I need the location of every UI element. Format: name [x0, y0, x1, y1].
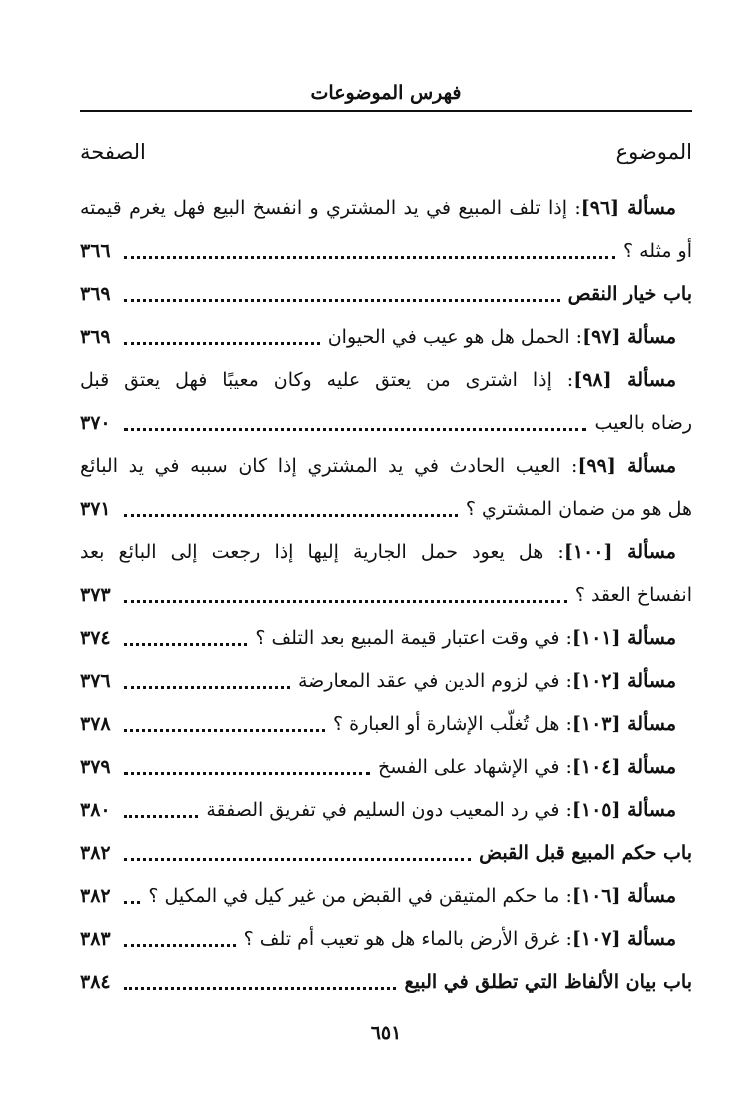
question-title: : هل تُغلّب الإشارة أو العبارة ؟ — [333, 712, 572, 735]
toc-entry-96-line1 — [80, 186, 692, 229]
question-label: مسألة [٩٧] — [582, 325, 676, 348]
page-ref: ٣٧٣ — [80, 583, 111, 606]
page-ref: ٣٦٩ — [80, 282, 111, 305]
question-label: مسألة [١٠١] — [571, 626, 676, 649]
toc-entry-105 — [80, 788, 692, 831]
question-title-continued: أو مثله ؟ — [622, 239, 692, 262]
toc-entry-98-line1 — [80, 358, 692, 401]
question-title-continued: رضاه بالعيب — [594, 411, 692, 434]
chapter-title: باب خيار النقص — [567, 282, 692, 305]
question-title: : في الإشهاد على الفسخ — [377, 755, 572, 778]
toc-entries — [80, 186, 692, 1003]
question-title: : الحمل هل هو عيب في الحيوان — [327, 325, 583, 348]
toc-chapter-khiyar-naqs — [80, 272, 692, 315]
toc-entry-text — [244, 928, 676, 950]
dot-leader — [124, 643, 247, 646]
page-ref: ٣٧٠ — [80, 411, 111, 434]
page-ref: ٣٧٦ — [80, 669, 111, 692]
toc-entry-text — [298, 670, 676, 692]
toc-entry-99-line1 — [80, 444, 692, 487]
question-title: : إذا تلف المبيع في يد المشتري و انفسخ البيع فهل يغرم قيمته — [80, 196, 581, 219]
toc-entry-text — [255, 627, 676, 649]
page-ref: ٣٨٣ — [80, 927, 111, 950]
question-title: : غرق الأرض بالماء هل هو تعيب أم تلف ؟ — [243, 927, 572, 950]
page-number: ٦٥١ — [370, 1022, 402, 1044]
toc-entry-107 — [80, 917, 692, 960]
question-label: مسألة [١٠٤] — [571, 755, 676, 778]
toc-entry-text — [333, 713, 676, 735]
page-ref: ٣٧٩ — [80, 755, 111, 778]
question-title: : العيب الحادث في يد المشتري إذا كان سببه في يد البائع — [80, 454, 578, 477]
dot-leader — [124, 772, 370, 775]
toc-entry-97 — [80, 315, 692, 358]
page-ref: ٣٨٤ — [80, 970, 111, 993]
dot-leader — [124, 729, 325, 732]
dot-leader — [124, 686, 290, 689]
toc-entry-106 — [80, 874, 692, 917]
question-label: مسألة [١٠٠] — [563, 540, 676, 563]
page-ref: ٣٧٤ — [80, 626, 111, 649]
question-label: مسألة [٩٩] — [577, 454, 676, 477]
toc-entry-text — [378, 756, 676, 778]
question-title: : في رد المعيب دون السليم في تفريق الصفقة — [206, 798, 572, 821]
toc-entry-96-line2 — [80, 229, 692, 272]
toc-entry-100-line1 — [80, 530, 692, 573]
toc-entry-100-line2 — [80, 573, 692, 616]
dot-leader — [124, 428, 586, 431]
question-label: مسألة [١٠٣] — [571, 712, 676, 735]
chapter-title: باب بيان الألفاظ التي تطلق في البيع — [404, 970, 692, 993]
page-ref: ٣٧١ — [80, 497, 111, 520]
toc-entry-103 — [80, 702, 692, 745]
toc-entry-98-line2 — [80, 401, 692, 444]
question-title: : في وقت اعتبار قيمة المبيع بعد التلف ؟ — [255, 626, 572, 649]
toc-entry-text — [80, 369, 676, 391]
toc-chapter-alfaz — [80, 960, 692, 1003]
column-headers — [80, 140, 692, 170]
page-column-header: الصفحة — [80, 140, 146, 164]
dot-leader — [124, 901, 140, 904]
question-label: مسألة [١٠٥] — [571, 798, 676, 821]
page-ref: ٣٦٩ — [80, 325, 111, 348]
running-header: فهرس الموضوعات — [310, 82, 462, 104]
question-label: مسألة [١٠٦] — [571, 884, 676, 907]
question-title-continued: هل هو من ضمان المشتري ؟ — [465, 497, 692, 520]
question-label: مسألة [٩٦] — [580, 196, 676, 219]
toc-entry-101 — [80, 616, 692, 659]
dot-leader — [124, 944, 236, 947]
question-label: مسألة [١٠٧] — [571, 927, 676, 950]
question-title: : هل يعود حمل الجارية إليها إذا رجعت إلى البائع بعد — [80, 540, 564, 563]
toc-entry-99-line2 — [80, 487, 692, 530]
toc-entry-104 — [80, 745, 692, 788]
question-title-continued: انفساخ العقد ؟ — [574, 583, 692, 606]
dot-leader — [124, 299, 560, 302]
question-title: : إذا اشترى من يعتق عليه وكان معيبًا فهل يعتق قبل — [80, 368, 574, 391]
toc-entry-text — [206, 799, 676, 821]
toc-entry-text — [80, 455, 676, 477]
page-ref: ٣٨٢ — [80, 884, 111, 907]
page-ref: ٣٨٢ — [80, 841, 111, 864]
dot-leader — [124, 600, 567, 603]
page-ref: ٣٦٦ — [80, 239, 111, 262]
toc-entry-text — [80, 541, 676, 563]
chapter-title: باب حكم المبيع قبل القبض — [479, 841, 692, 864]
subject-column-header: الموضوع — [615, 140, 692, 164]
toc-entry-text — [148, 885, 676, 907]
toc-entry-text — [328, 326, 676, 348]
question-label: مسألة [٩٨] — [573, 368, 677, 391]
toc-chapter-hukm-al-mabi — [80, 831, 692, 874]
dot-leader — [124, 514, 458, 517]
page-ref: ٣٨٠ — [80, 798, 111, 821]
question-title: : ما حكم المتيقن في القبض من غير كيل في المكيل ؟ — [148, 884, 572, 907]
dot-leader — [124, 858, 471, 861]
dot-leader — [124, 342, 320, 345]
dot-leader — [124, 256, 615, 259]
dot-leader — [124, 987, 396, 990]
question-label: مسألة [١٠٢] — [571, 669, 676, 692]
page-ref: ٣٧٨ — [80, 712, 111, 735]
question-title: : في لزوم الدين في عقد المعارضة — [297, 669, 572, 692]
dot-leader — [124, 815, 198, 818]
header-rule — [80, 110, 692, 112]
toc-entry-text — [80, 197, 676, 219]
toc-entry-102 — [80, 659, 692, 702]
